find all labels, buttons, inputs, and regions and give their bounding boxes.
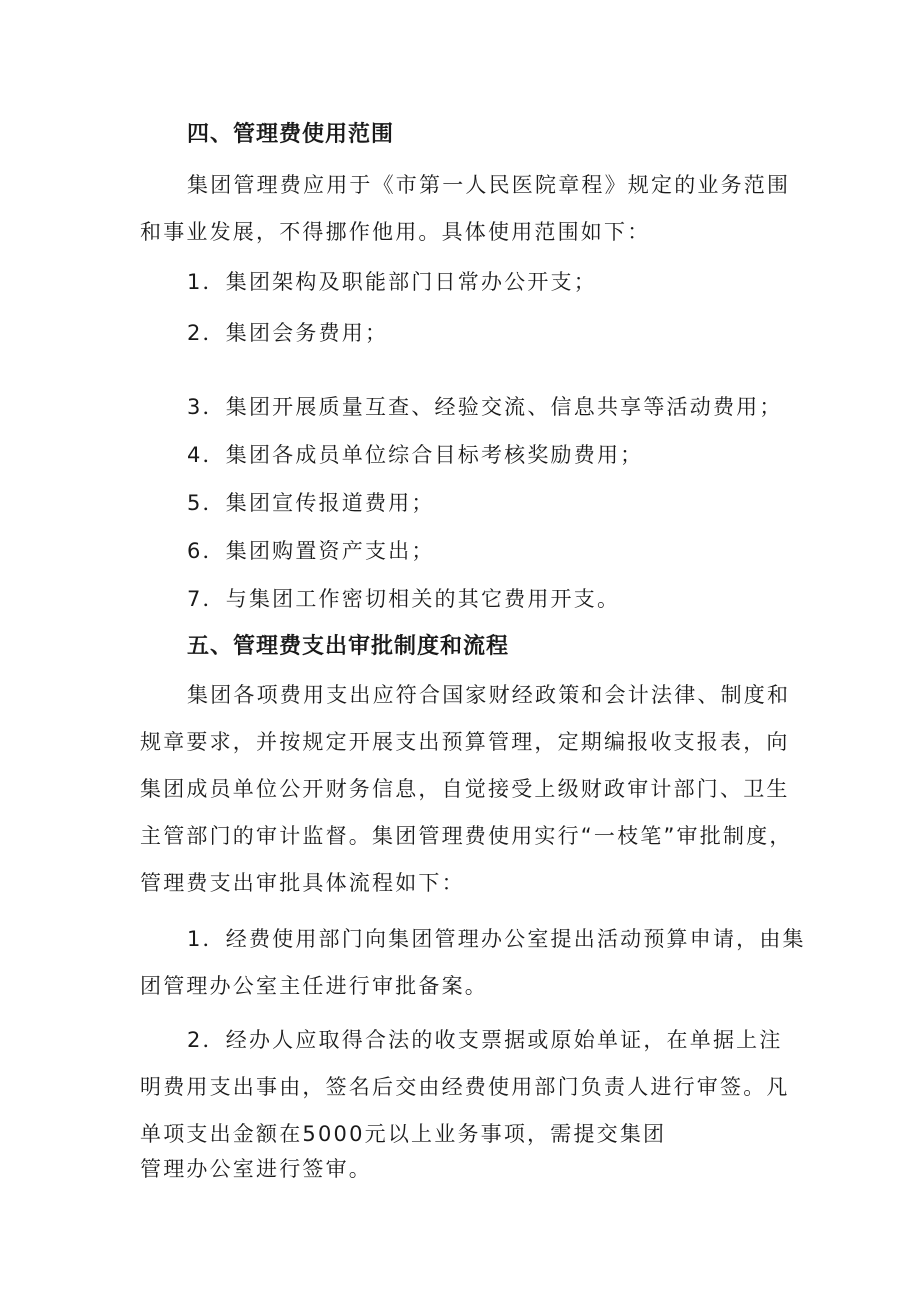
list-item-5: 5．集团宣传报道费用； [187,491,435,515]
section-4-heading: 四、管理费使用范围 [187,122,395,147]
step-1-line-2: 团管理办公室主任进行审批备案。 [140,974,488,998]
step-2-line-1: 2．经办人应取得合法的收支票据或原始单证，在单据上注 [187,1028,783,1052]
section-5-para-line-3: 集团成员单位公开财务信息，自觉接受上级财政审计部门、卫生 [140,777,790,801]
list-item-6: 6．集团购置资产支出； [187,539,435,563]
list-item-7: 7．与集团工作密切相关的其它费用开支。 [187,587,621,611]
step-2-line-2: 明费用支出事由，签名后交由经费使用部门负责人进行审签。凡 [140,1075,790,1099]
step-2-line-3: 单项支出金额在5000元以上业务事项，需提交集团 [140,1122,667,1146]
section-5-para-line-5: 管理费支出审批具体流程如下： [140,871,465,895]
list-item-4: 4．集团各成员单位综合目标考核奖励费用； [187,443,644,467]
section-5-heading: 五、管理费支出审批制度和流程 [187,634,510,659]
section-5-para-line-1: 集团各项费用支出应符合国家财经政策和会计法律、制度和 [187,683,791,707]
list-item-1: 1．集团架构及职能部门日常办公开支； [187,270,597,294]
list-item-2: 2．集团会务费用； [187,321,389,345]
list-item-3: 3．集团开展质量互查、经验交流、信息共享等活动费用； [187,395,783,419]
step-2-line-4: 管理办公室进行签审。 [140,1157,372,1181]
section-4-intro-line-1: 集团管理费应用于《市第一人民医院章程》规定的业务范围 [187,173,791,197]
section-5-para-line-4: 主管部门的审计监督。集团管理费使用实行“一枝笔”审批制度， [140,824,793,848]
step-1-line-1: 1．经费使用部门向集团管理办公室提出活动预算申请，由集 [187,927,806,951]
section-4-intro-line-2: 和事业发展，不得挪作他用。具体使用范围如下： [140,220,651,244]
section-5-para-line-2: 规章要求，并按规定开展支出预算管理，定期编报收支报表，向 [140,730,790,754]
